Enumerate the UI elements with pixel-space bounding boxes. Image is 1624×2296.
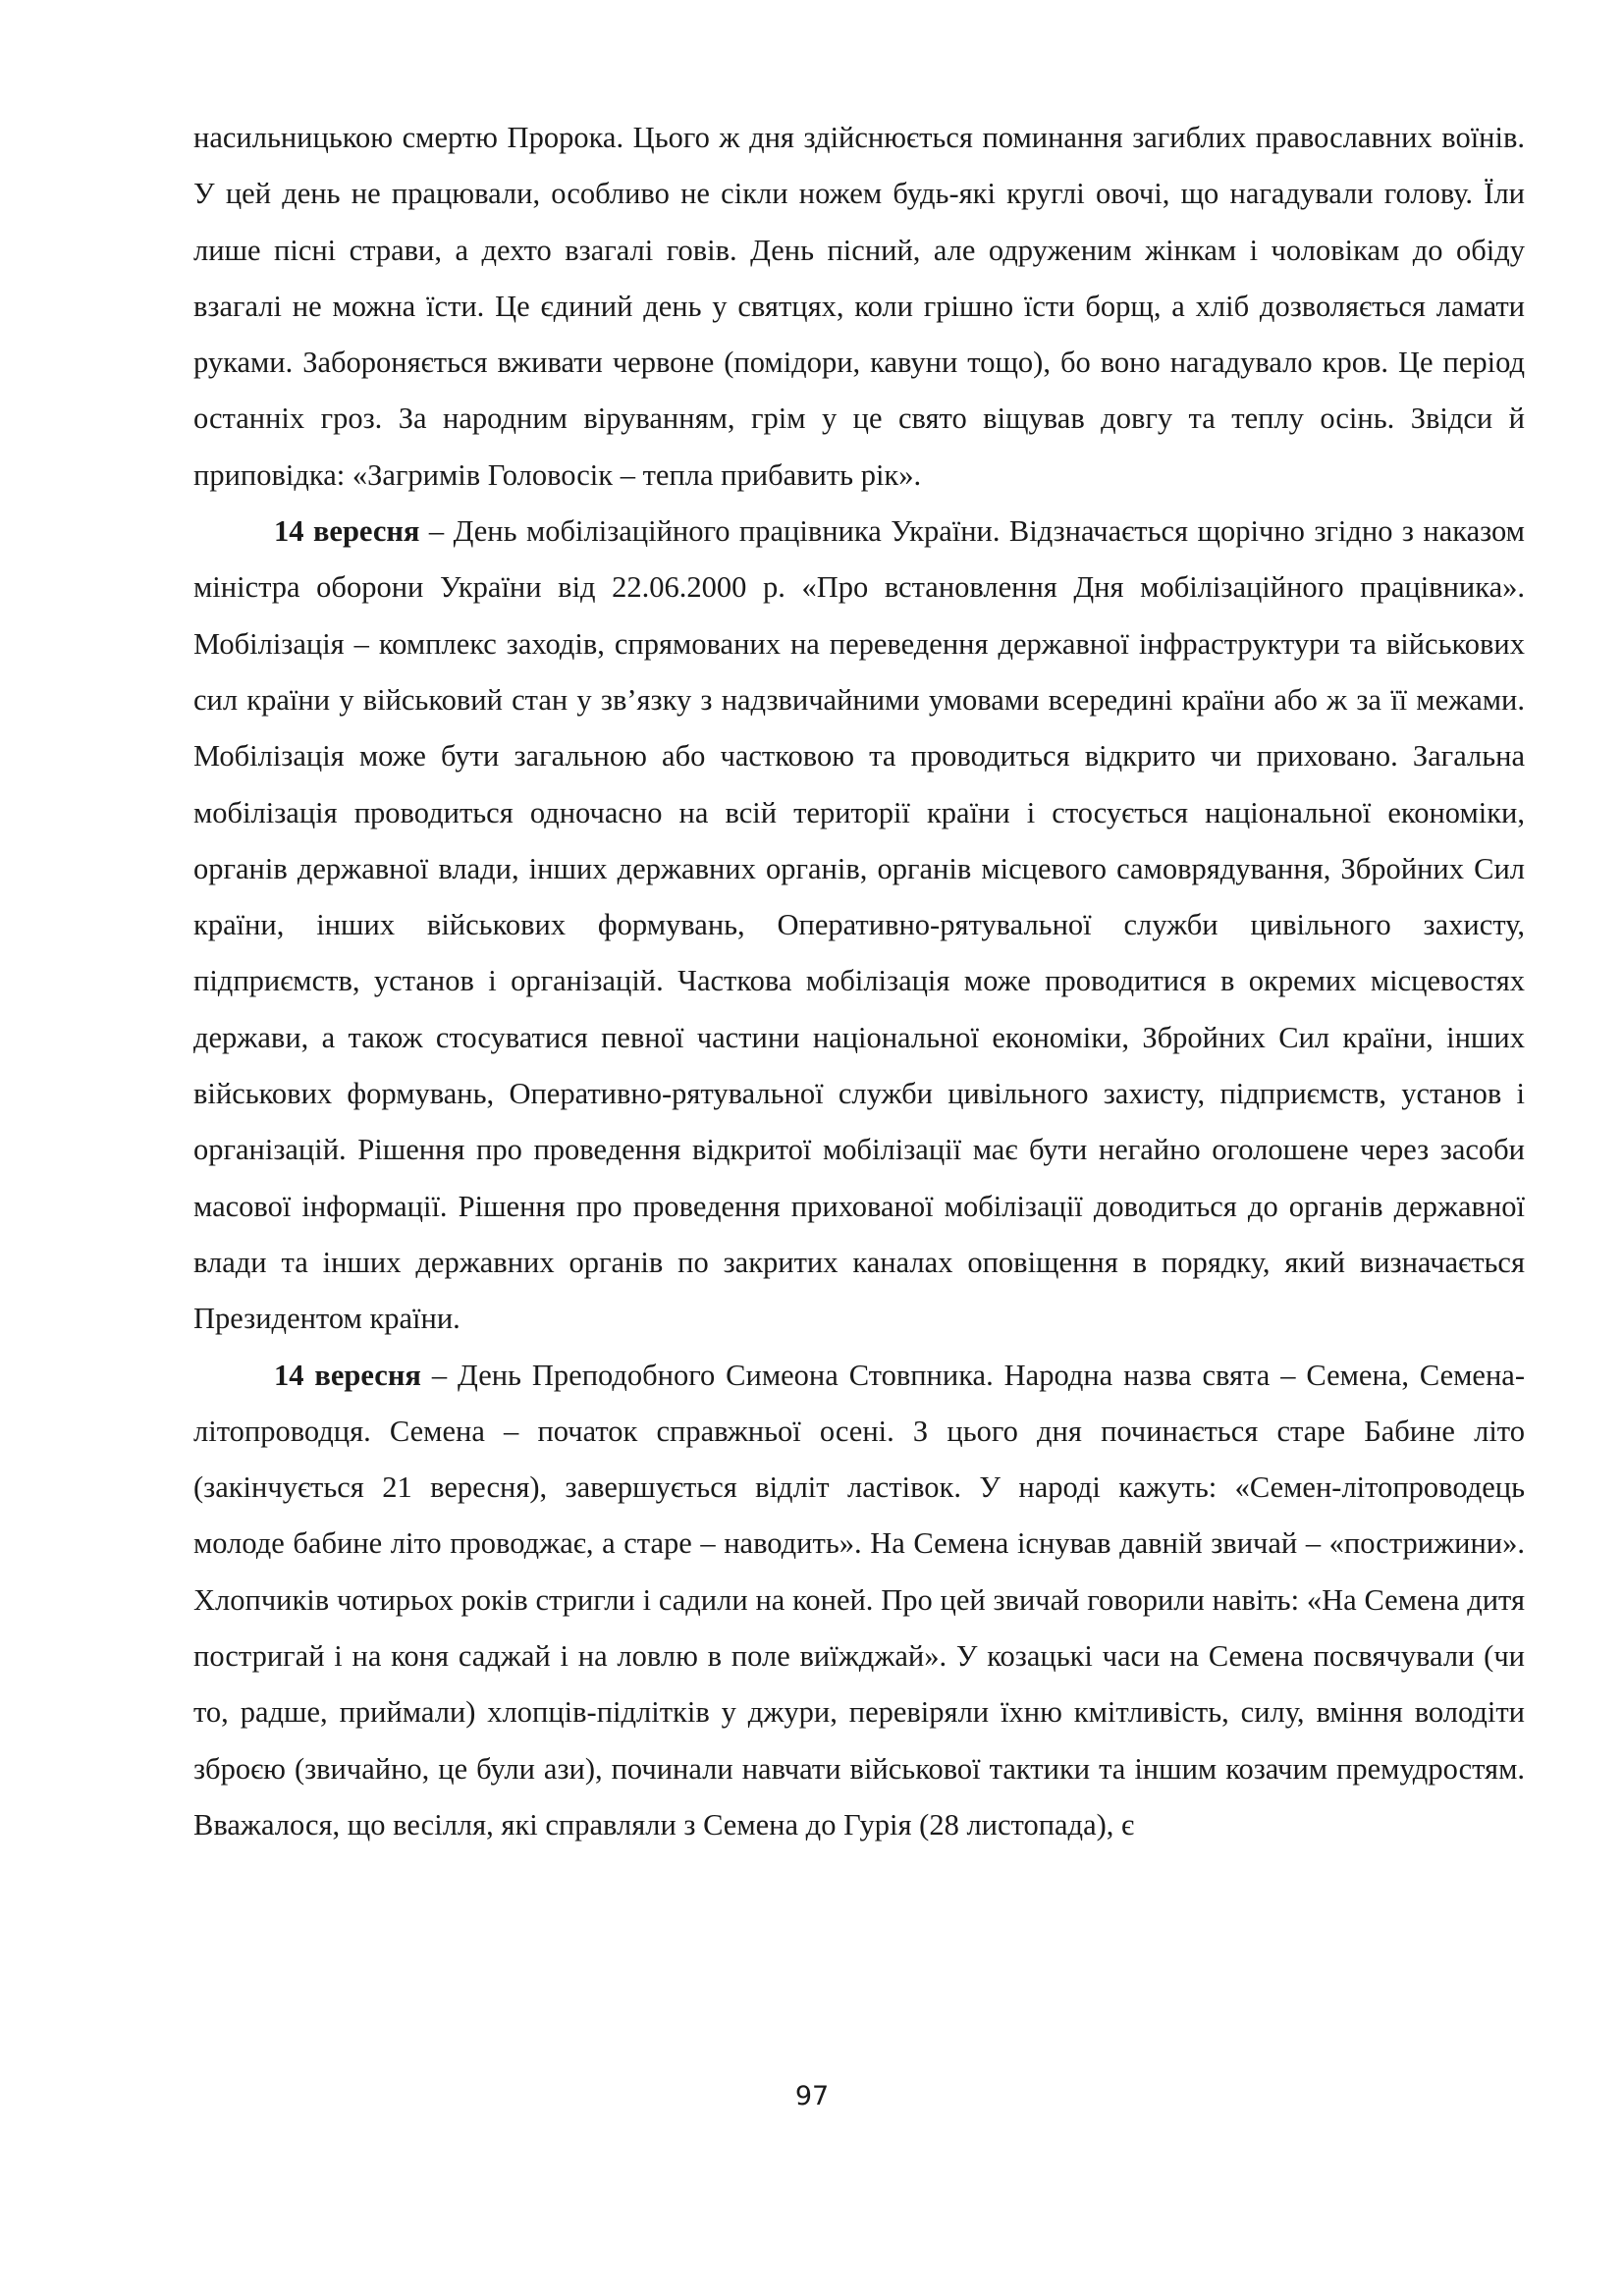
paragraph-1: [193, 110, 1525, 504]
page-number: 97: [794, 2081, 830, 2111]
paragraph-1-text: насильницькою смертю Пророка. Цього ж дня здійснюється поминання загиблих православних воїнів. У цей день не працювали, особливо не сікли ножем будь-які круглі овочі, що нагадували голову. Їли лише пісні страви, а дехто взагалі говів. День пісний, але одруженим жінкам і чоловікам до обіду взагалі не можна їсти. Це єдиний день у святцях, коли грішно їсти борщ, а хліб дозволяється ламати руками. Забороняється вживати червоне (помідори, кавуни тощо), бо воно нагадувало кров. Це період останніх гроз. За народним віруванням, грім у це свято віщував довгу та теплу осінь. Звідси й приповідка: «Загримів Головосік – тепла прибавить рік».: [193, 121, 1525, 492]
page-body: [193, 110, 1525, 1853]
paragraph-3: [193, 1348, 1525, 1854]
paragraph-3-date: 14 вересня: [274, 1358, 421, 1392]
paragraph-2-date: 14 вересня: [274, 514, 420, 549]
paragraph-3-text: – День Преподобного Симеона Стовпника. Народна назва свята – Семена, Семена-літопроводця. Семена – початок справжньої осені. З цього дня починається старе Бабине літо (закінчується 21 вересня), завершується відліт ластівок. У народі кажуть: «Семен-літопроводець молоде бабине літо проводжає, а старе – наводить». На Семена існував давній звичай – «пострижини». Хлопчиків чотирьох років стригли і садили на коней. Про цей звичай говорили навіть: «На Семена дитя постригай і на коня саджай і на ловлю в поле виїжджай». У козацькі часи на Семена посвячували (чи то, радше, приймали) хлопців-підлітків у джури, перевіряли їхню кмітливість, силу, вміння володіти зброєю (звичайно, це були ази), починали навчати військової тактики та іншим козачим премудростям. Вважалося, що весілля, які справляли з Семена до Гурія (28 листопада), є: [193, 1358, 1525, 1842]
paragraph-2-text: – День мобілізаційного працівника України. Відзначається щорічно згідно з наказом міністра оборони України від 22.06.2000 р. «Про встановлення Дня мобілізаційного працівника». Мобілізація – комплекс заходів, спрямованих на переведення державної інфраструктури та військових сил країни у військовий стан у зв’язку з надзвичайними умовами всередині країни або ж за її межами. Мобілізація може бути загальною або частковою та проводиться відкрито чи приховано. Загальна мобілізація проводиться одночасно на всій території країни і стосується національної економіки, органів державної влади, інших державних органів, органів місцевого самоврядування, Збройних Сил країни, інших військових формувань, Оперативно-рятувальної служби цивільного захисту, підприємств, установ і організацій. Часткова мобілізація може проводитися в окремих місцевостях держави, а також стосуватися певної частини національної економіки, Збройних Сил країни, інших військових формувань, Оперативно-рятувальної служби цивільного захисту, підприємств, установ і організацій. Рішення про проведення відкритої мобілізації має бути негайно оголошене через засоби масової інформації. Рішення про проведення прихованої мобілізації доводиться до органів державної влади та інших державних органів по закритих каналах оповіщення в порядку, який визначається Президентом країни.: [193, 514, 1525, 1336]
paragraph-2: [193, 504, 1525, 1347]
